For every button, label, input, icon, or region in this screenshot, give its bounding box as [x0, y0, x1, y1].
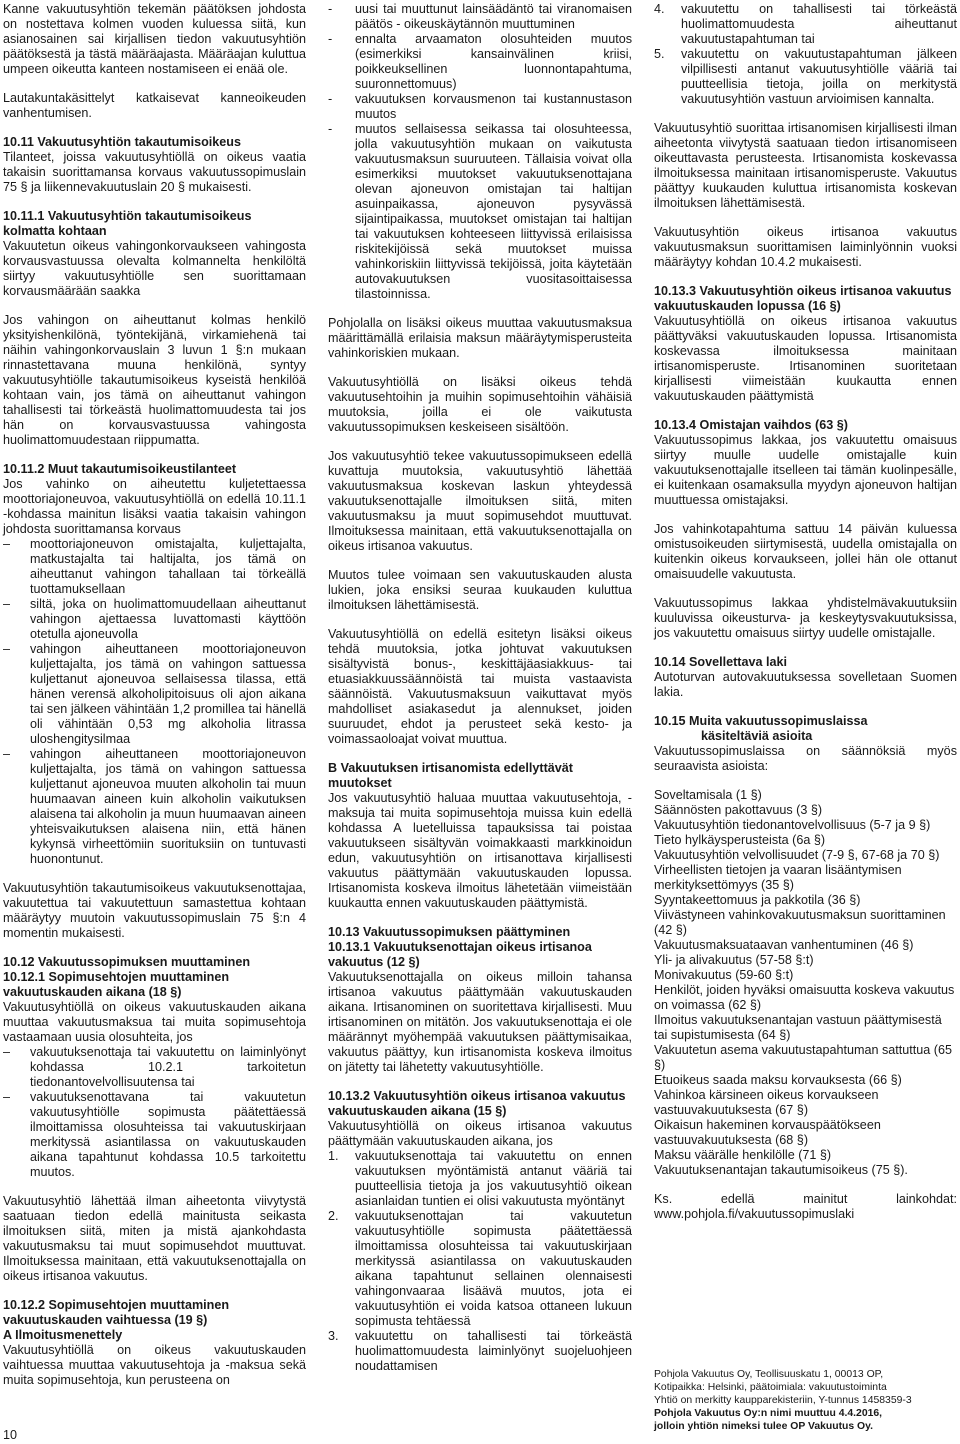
- list-text: vakuutettu on vakuutustapahtuman jälkeen vilpillisesti antanut vakuutusyhtiölle vääriä tai puutteellisia tietoja, joilla on merkitystä vakuutusyhtiön vastuun arvioimisen kannalta.: [681, 47, 957, 106]
- heading-10-13-2: 10.13.2 Vakuutusyhtiön oikeus irtisanoa vakuutus vakuutuskauden aikana (15 §): [328, 1089, 626, 1118]
- list-item: – moottoriajoneuvon omistajalta, kuljettajalta, matkustajalta tai haltijalta, jos tämä on aiheuttanut vahingon tahallaan tai törkeällä tuottamuksellaan: [3, 537, 306, 597]
- list-item: Virheellisten tietojen ja vaaran lisääntymisen merkityksettömyys (35 §): [654, 863, 902, 892]
- paragraph-10-13-3: Vakuutusyhtiöllä on oikeus irtisanoa vakuutus päättyväksi vakuutuskauden lopussa. Irtisanomista koskevassa ilmoituksessa mainitaan irtisanomisperuste. Irtisanominen suoritetaan kirjallisesti viimeistään kuukautta ennen vakuutuskauden päättymistä: [654, 314, 957, 403]
- list-item: Vakuutetun asema vakuutustapahtuman sattuttua (65 §): [654, 1043, 953, 1072]
- paragraph-10-14: Autoturvan autovakuutuksessa sovelletaan Suomen lakia.: [654, 670, 957, 699]
- heading-10-15: 10.15 Muita vakuutussopimuslaissa: [654, 714, 868, 728]
- list-item: Henkilöt, joiden hyväksi omaisuutta koskeva vakuutus on voimassa (62 §): [654, 983, 955, 1012]
- list-number: 4.: [654, 2, 665, 16]
- list-10-12-1: [3, 1045, 306, 1180]
- paragraph-10-11: Tilanteet, joissa vakuutusyhtiöllä on oikeus vaatia takaisin suorittamansa korvaus vakuutussopimuslain 75 § ja liikennevakuutuslain 20 § mukaisesti.: [3, 150, 306, 194]
- list-number: 5.: [654, 47, 665, 61]
- list-muutosperusteet: [328, 2, 632, 302]
- paragraph-10-15: Vakuutussopimuslaissa on säännöksiä myös seuraavista asioista:: [654, 744, 957, 773]
- list-item: Tieto hylkäysperusteista (6a §): [654, 833, 826, 847]
- paragraph-suorittaa: Vakuutusyhtiö suorittaa irtisanomisen kirjallisesti ilman aiheetonta viivytystä saatuaan tiedon irtisanomiseen oikeuttavasta perusteesta. Irtisanomista koskevassa ilmoituksessa mainitaan irtisanomisperuste. Vakuutus päättyy kuukauden kuluttua irtisanomista koskevan ilmoituksen lähettämisestä.: [654, 121, 957, 210]
- heading-b: B Vakuutuksen irtisanomista edellyttävät muutokset: [328, 761, 573, 790]
- paragraph-10-13-1: Vakuutuksenottajalla on oikeus milloin tahansa irtisanoa vakuutus päättymään vakuutuskauden aikana. Irtisanominen on suoritettava kirjallisesti. Muu irtisanominen on mitätön. Jos vakuutuksenottaja ei ole määrännyt myöhempää vakuutuksen päättymisaikaa, vakuutus päättyy, kun irtisanomista koskeva ilmoitus on jätetty tai lähetetty vakuutusyhtiölle.: [328, 970, 632, 1074]
- paragraph-14-paivan: Jos vahinkotapahtuma sattuu 14 päivän kuluessa omistusoikeuden siirtymisestä, uudella omistajalla on kuitenkin oikeus korvaukseen, jollei hän ole ottanut omaisuudelle vakuutusta.: [654, 522, 957, 581]
- column-middle: [328, 2, 632, 1374]
- list-item: - uusi tai muuttunut lainsäädäntö tai viranomaisen päätös - oikeuskäytännön muuttuminen: [328, 2, 632, 32]
- list-item: - muutos sellaisessa seikassa tai olosuhteessa, jolla vakuutusyhtiön mukaan on vaikutusta vakuutusmaksun suuruuteen. Tällaisia voivat olla esimerkiksi muutokset vakuutuksenottajana olevan ajoneuvon omistajan tai haltijan asuinpaikassa, ajoneuvon pysyvässä sijaintipaikassa, muutokset omistajan tai haltijan tai vakuutuksen kohteeseen liittyvissä erilaisissa riskitekijöissä sekä muutokset muissa vahinkoriskiin liittyvissä tekijöissä, joita käytetään autovakuutuksen vuositasoittaisessa tilastoinnissa.: [328, 122, 632, 302]
- list-item: – vahingon aiheuttaneen moottoriajoneuvon kuljettajalta, jos tämä on vahingon sattuessa kuljettanut ajoneuvoa muuten alkoholin tai muun huumaavan aineen kuin alkoholin vaikutuksen alaisena tai alkoholin ja muun huumaavan aineen yhteisvaikutuksen alaisena niin, että hänen kykynsä virheettömiin suorituksiin on tuntuvasti huonontunut.: [3, 747, 306, 867]
- list-item: Soveltamisala (1 §): [654, 788, 762, 802]
- column-right: [654, 2, 957, 1236]
- list-item: Viivästyneen vahinkovakuutusmaksun suorittaminen (42 §): [654, 908, 946, 937]
- list-item: [654, 47, 957, 107]
- heading-10-13-3: 10.13.3 Vakuutusyhtiön oikeus irtisanoa vakuutus vakuutuskauden lopussa (16 §): [654, 284, 952, 313]
- footer-line: Yhtiö on merkitty kaupparekisteriin, Y-tunnus 1458359-3: [654, 1395, 912, 1406]
- paragraph-esitetyn: Vakuutusyhtiöllä on edellä esitetyn lisäksi oikeus tehdä muutoksia, jotka johtuvat vakuutuksen sisältyvistä bonus-, keskittäjäasiakkuus- tai etuasiakkuussäännöistä tai muista vastaavista säännöistä. Vakuutusmaksuun vaikuttavat myös mahdolliset asiakasedut ja alennukset, joiden suuruudet, ehdot ja perusteet sekä kesto- ja voimassaoloajat voivat muuttua.: [328, 627, 632, 746]
- paragraph-b: Jos vakuutusyhtiö haluaa muuttaa vakuutusehtoja, -maksuja tai muita sopimusehtoja muissa kuin edellä kohdassa A luetelluissa tapauksissa tai poistaa vakuutukseen sisältyvän voimakkaasti markkinoidun edun, vakuutusyhtiön on irtisanottava kirjallisesti vakuutus päättymään vakuutuskauden lopussa. Irtisanomista koskeva ilmoitus lähetetään viimeistään kuukautta ennen vakuutuskauden päättymistä.: [328, 791, 632, 910]
- heading-10-13-4: 10.13.4 Omistajan vaihdos (63 §): [654, 418, 848, 432]
- list-item: Oikaisun hakeminen korvauspäätökseen vastuuvakuutuksesta (68 §): [654, 1118, 881, 1147]
- list-item: – vahingon aiheuttaneen moottoriajoneuvon kuljettajalta, jos tämä on vahingon sattuessa kuljettanut ajoneuvoa sellaisessa tilassa, että hänen verensä alkoholipitoisuus oli ajon aikana tai sen jälkeen vähintään 1,2 promillea tai hänellä oli vähintään 0,53 mg alkoholia litrassa uloshengitysilmaa: [3, 642, 306, 747]
- heading-10-14: 10.14 Sovellettava laki: [654, 655, 788, 669]
- paragraph-lisaksi: Vakuutusyhtiöllä on lisäksi oikeus tehdä vakuutusehtoihin ja muihin sopimusehtoihin vähäisiä muutoksia, joilla ei ole vaikutusta vakuutussopimuksen keskeiseen sisältöön.: [328, 375, 632, 434]
- heading-10-11-1: 10.11.1 Vakuutusyhtiön takautumisoikeus kolmatta kohtaan: [3, 209, 252, 238]
- list-item: Säännösten pakottavuus (3 §): [654, 803, 823, 817]
- list-item: [328, 1209, 632, 1329]
- heading-10-13: 10.13 Vakuutussopimuksen päättyminen: [328, 925, 571, 939]
- paragraph-10-13-2: Vakuutusyhtiöllä on oikeus irtisanoa vakuutus päättymään vakuutuskauden aikana, jos: [328, 1119, 632, 1148]
- paragraph-10-11-2b: Vakuutusyhtiön takautumisoikeus vakuutuksenottajaa, vakuutettua tai vakuutettuun samastettua kohtaan määräytyy muutoin vakuutussopimuslain 75 §:n 4 momentin mukaisesti.: [3, 881, 306, 940]
- list-item: Vakuutusmaksuataavan vanhentuminen (46 §): [654, 938, 914, 952]
- heading-10-11: 10.11 Vakuutusyhtiön takautumisoikeus: [3, 135, 241, 149]
- footer-line: jolloin yhtiön nimeksi tulee OP Vakuutus Oy.: [654, 1421, 874, 1432]
- list-item: [328, 1149, 632, 1209]
- list-10-15: [654, 788, 957, 1178]
- paragraph-10-12-1b: Vakuutusyhtiö lähettää ilman aiheetonta viivytystä saatuaan tiedon edellä mainitusta seikasta ilmoituksen siitä, miten ja mistä ajankohdasta vakuutusmaksu tai muut sopimusehdot muuttuvat. Ilmoituksessa mainitaan, että vakuutuksenottajalla on oikeus irtisanoa vakuutus.: [3, 1194, 306, 1283]
- paragraph-maksamatta: Vakuutusyhtiön oikeus irtisanoa vakuutus vakuutusmaksun suorittamisen laiminlyönnin vuoksi määräytyy kohdan 10.4.2 mukaisesti.: [654, 225, 957, 269]
- list-item: Maksu väärälle henkilölle (71 §): [654, 1148, 832, 1162]
- footer-line: Kotipaikka: Helsinki, päätoimiala: vakuutustoiminta: [654, 1382, 887, 1393]
- paragraph-yhdistelma: Vakuutussopimus lakkaa yhdistelmävakuutuksiin kuuluvissa oikeusturva- ja keskeytysvakuutuksissa, jos vakuutettu omaisuus siirtyy uudelle omistajalle.: [654, 596, 957, 640]
- footer-line: Pohjola Vakuutus Oy, Teollisuuskatu 1, 00013 OP,: [654, 1369, 884, 1380]
- paragraph-muutos: Muutos tulee voimaan sen vakuutuskauden alusta lukien, joka ensiksi seuraa kuukauden kuluttua ilmoituksen lähettämisestä.: [328, 568, 632, 612]
- column-left: [3, 2, 306, 1388]
- list-10-13-2: [328, 1149, 632, 1374]
- list-item: [328, 1329, 632, 1374]
- heading-10-13-1: 10.13.1 Vakuutuksenottajan oikeus irtisanoa vakuutus (12 §): [328, 940, 592, 969]
- list-text: vakuutuksenottajan tai vakuutetun vakuutusyhtiölle sopimusta päätettäessä ilmoittamissa olosuhteissa tai vakuutuskirjaan merkityssä asiantilassa on vakuutuskauden aikana tapahtunut sellainen olennaisesti vahingonvaaraa lisäävä muutos, jota ei vakuutusyhtiön ei voida katsoa ottaneen lukuun sopimusta tehtäessä: [355, 1209, 632, 1328]
- list-item: Ilmoitus vakuutuksenantajan vastuun päättymisestä tai supistumisesta (64 §): [654, 1013, 942, 1042]
- heading-10-15-cont: käsiteltäviä asioita: [701, 729, 813, 743]
- paragraph-lainkohdat: Ks. edellä mainitut lainkohdat: www.pohjola.fi/vakuutussopimuslaki: [654, 1192, 957, 1221]
- list-text: vakuutuksenottaja tai vakuutettu on ennen vakuutuksen myöntämistä antanut vääriä tai puutteellisia tietoja ja jos vakuutusyhtiö oikean asianlaidan tuntien ei olisi vakuutusta myöntänyt: [355, 1149, 632, 1208]
- list-item: Monivakuutus (59-60 §:t): [654, 968, 794, 982]
- paragraph-10-11-1a: Vakuutetun oikeus vahingonkorvaukseen vahingosta korvausvastuussa olevalta kolmannelta henkilöltä siirtyy vakuutusyhtiölle sen suorittamaan korvausmäärään saakka: [3, 239, 306, 298]
- list-text: vakuutettu on tahallisesti tai törkeästä huolimattomuudesta aiheuttanut vakuutustapahtuman tai: [681, 2, 957, 46]
- list-number: 1.: [328, 1149, 339, 1163]
- paragraph-10-11-2: Jos vahinko on aiheutettu kuljetettaessa moottoriajoneuvoa, vakuutusyhtiöllä on edellä 10.11.1 -kohdassa mainitun lisäksi vaatia takaisin vahingon johdosta suorittamansa korvaus: [3, 477, 306, 536]
- list-number: 2.: [328, 1209, 339, 1223]
- paragraph-jos: Jos vakuutusyhtiö tekee vakuutussopimukseen edellä kuvattuja muutoksia, vakuutusyhtiö lähettää vakuutusmaksua koskevan laskun yhteydessä vakuutuksenottajalle ilmoituksen siitä, miten vakuutusmaksu ja muut sopimusehdot muuttuvat. Ilmoituksessa mainitaan, että vakuutuksenottajalla on oikeus irtisanoa vakuutus.: [328, 449, 632, 553]
- page-number: 10: [3, 1428, 18, 1442]
- heading-10-12: 10.12 Vakuutussopimuksen muuttaminen: [3, 955, 251, 969]
- paragraph-10-11-1b: Jos vahingon on aiheuttanut kolmas henkilö yksityishenkilönä, työntekijänä, virkamiehenä tai näihin vahingonkorvauslain 3 luvun 1 §:n mukaan rinnastettavana muuna henkilönä, syntyy vakuutusyhtiölle takautumisoikeus kyseistä henkilöä kohtaan vain, jos tämä on aiheuttanut vahingon tahallisesti tai törkeästä huolimattomuudesta tai jos hän on korvausvastuussa vahingosta huolimattomuudestaan riippumatta.: [3, 313, 306, 447]
- list-10-11-2: [3, 537, 306, 867]
- paragraph-kanne: Kanne vakuutusyhtiön tekemän päätöksen johdosta on nostettava kolmen vuoden kuluessa siitä, kun asianosainen sai kirjallisen tiedon vakuutusyhtiön päätöksestä ja tästä määräajasta. Määräajan kuluttua umpeen oikeutta kanteen nostamiseen ei enää ole.: [3, 2, 306, 76]
- list-item: Vakuutusyhtiön tiedonantovelvollisuus (5-7 ja 9 §): [654, 818, 931, 832]
- list-item: Vakuutusyhtiön velvollisuudet (7-9 §, 67-68 ja 70 §): [654, 848, 940, 862]
- heading-10-11-2: 10.11.2 Muut takautumisoikeustilanteet: [3, 462, 237, 476]
- list-item: Vahinkoa kärsineen oikeus korvaukseen vastuuvakuutuksesta (67 §): [654, 1088, 879, 1117]
- list-item: - ennalta arvaamaton olosuhteiden muutos (esimerkiksi kansainvälinen kriisi, poikkeuksellinen luonnontapahtuma, suuronnettomuus): [328, 32, 632, 92]
- list-text: vakuutettu on tahallisesti tai törkeästä huolimattomuudesta laiminlyönyt suojeluohjeen noudattamisen: [355, 1329, 632, 1373]
- list-item: Yli- ja alivakuutus (57-58 §:t): [654, 953, 814, 967]
- paragraph-10-12-2: Vakuutusyhtiöllä on oikeus vakuutuskauden vaihtuessa muuttaa vakuutusehtoja ja -maksua sekä muita sopimusehtoja, kun perusteena on: [3, 1343, 306, 1387]
- paragraph-10-13-4: Vakuutussopimus lakkaa, jos vakuutettu omaisuus siirtyy muulle uudelle omistajalle kuin vakuutuksenottajalle itselleen tai tämän kuolinpesälle, ei kuitenkaan osamaksulla myydyn ajoneuvon haltijan muuttuessa omistajaksi.: [654, 433, 957, 507]
- heading-10-12-2: 10.12.2 Sopimusehtojen muuttaminen vakuutuskauden vaihtuessa (19 §): [3, 1298, 230, 1327]
- list-item: Etuoikeus saada maksu korvauksesta (66 §): [654, 1073, 902, 1087]
- list-item: - vakuutuksen korvausmenon tai kustannustason muutos: [328, 92, 632, 122]
- list-item: Syyntakeettomuus ja pakkotila (36 §): [654, 893, 861, 907]
- list-item: Vakuutuksenantajan takautumisoikeus (75 §).: [654, 1163, 908, 1177]
- list-item: – siltä, joka on huolimattomuudellaan aiheuttanut vahingon ajettaessa luvattomasti käyttöön otetulla ajoneuvolla: [3, 597, 306, 642]
- list-number: 3.: [328, 1329, 339, 1343]
- heading-10-12-2a: A Ilmoitusmenettely: [3, 1328, 123, 1342]
- paragraph-10-12-1: Vakuutusyhtiöllä on oikeus vakuutuskauden aikana muuttaa vakuutusmaksua tai muita sopimusehtoja vastaamaan uusia olosuhteita, jos: [3, 1000, 306, 1044]
- list-item: [654, 2, 957, 47]
- heading-10-12-1: 10.12.1 Sopimusehtojen muuttaminen vakuutuskauden aikana (18 §): [3, 970, 230, 999]
- list-item: – vakuutuksenottaja tai vakuutettu on laiminlyönyt kohdassa 10.2.1 tarkoitetun tiedonantovelvollisuutensa tai: [3, 1045, 306, 1090]
- paragraph-lautakunta: Lautakuntakäsittelyt katkaisevat kanneoikeuden vanhentumisen.: [3, 91, 306, 120]
- list-10-13-2-cont: [654, 2, 957, 107]
- company-footer: [654, 1368, 954, 1433]
- footer-line: Pohjola Vakuutus Oy:n nimi muuttuu 4.4.2016,: [654, 1408, 883, 1419]
- paragraph-pohjola: Pohjolalla on lisäksi oikeus muuttaa vakuutusmaksua määrittämällä erilaisia maksun määräytymisperusteita vahinkoriskien mukaan.: [328, 316, 632, 360]
- list-item: – vakuutuksenottavana tai vakuutetun vakuutusyhtiölle sopimusta päätettäessä ilmoittamissa olosuhteissa tai vakuutuskirjaan merkityssä asiantilassa on vakuutuskauden aikana tapahtunut kohdassa 10.5 tarkoitettu muutos.: [3, 1090, 306, 1180]
